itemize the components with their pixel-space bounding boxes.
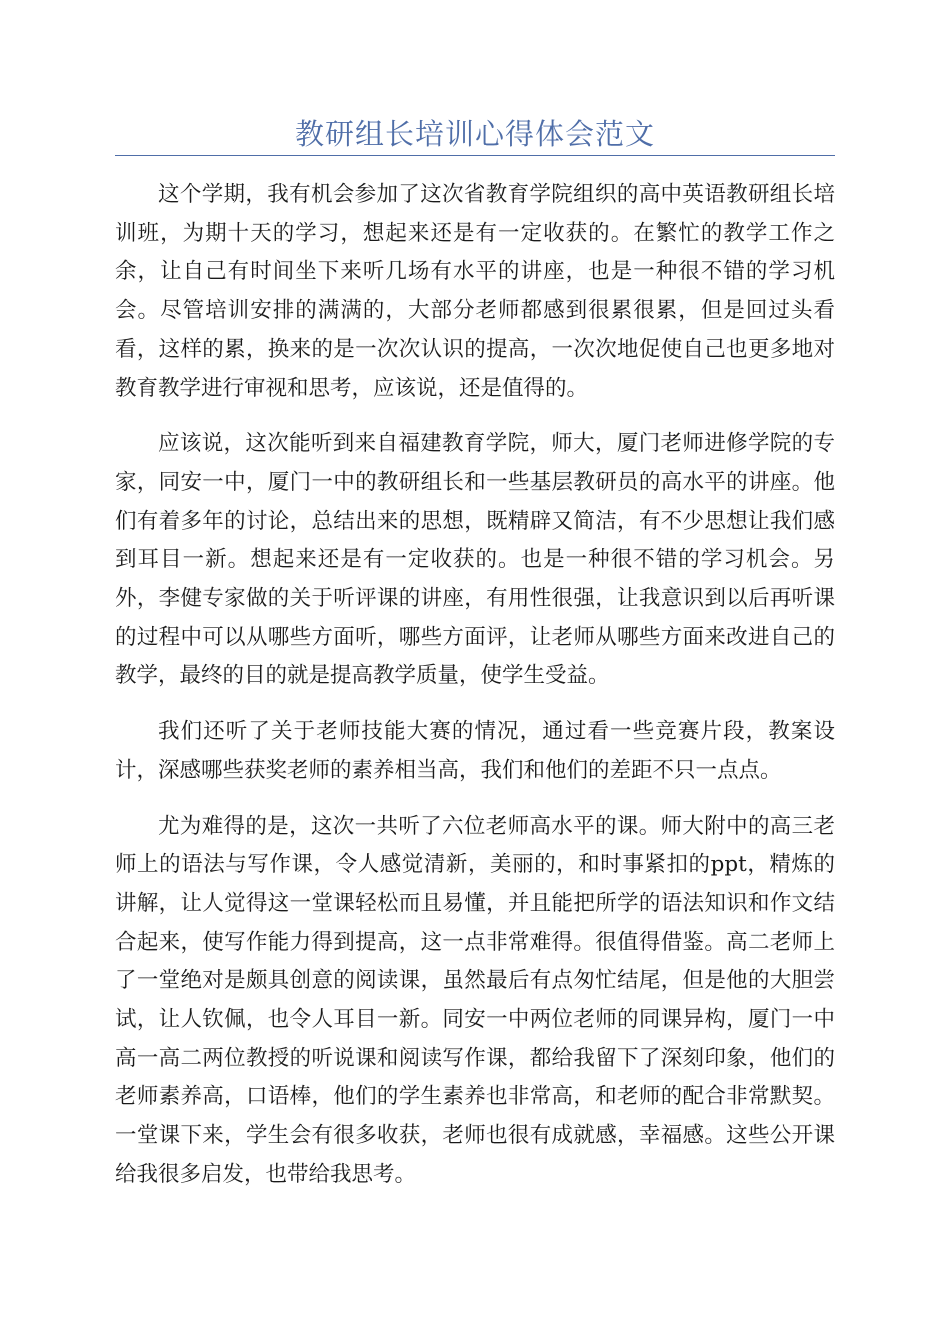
paragraph-4: 尤为难得的是，这次一共听了六位老师高水平的课。师大附中的高三老师上的语法与写作课，令人感觉清新，美丽的，和时事紧扣的ppt，精炼的讲解，让人觉得这一堂课轻松而且易懂，并且能把所学的语法知识和作文结合起来，使写作能力得到提高，这一点非常难得。很值得借鉴。高二老师上了一堂绝对是颇具创意的阅读课，虽然最后有点匆忙结尾，但是他的大胆尝试，让人钦佩，也令人耳目一新。同安一中两位老师的同课异构，厦门一中高一高二两位教授的听说课和阅读写作课，都给我留下了深刻印象，他们的老师素养高，口语棒，他们的学生素养也非常高，和老师的配合非常默契。一堂课下来，学生会有很多收获，老师也很有成就感，幸福感。这些公开课给我很多启发，也带给我思考。 <box>115 813 835 1187</box>
document-title: 教研组长培训心得体会范文 <box>294 117 655 151</box>
document-body <box>115 176 835 1212</box>
paragraph-3: 我们还听了关于老师技能大赛的情况，通过看一些竞赛片段，教案设计，深感哪些获奖老师的素养相当高，我们和他们的差距不只一点点。 <box>115 719 835 783</box>
title-underline <box>115 155 835 156</box>
paragraph-2: 应该说，这次能听到来自福建教育学院，师大，厦门老师进修学院的专家，同安一中，厦门一中的教研组长和一些基层教研员的高水平的讲座。他们有着多年的讨论，总结出来的思想，既精辟又简洁，有不少思想让我们感到耳目一新。想起来还是有一定收获的。也是一种很不错的学习机会。另外，李健专家做的关于听评课的讲座，有用性很强，让我意识到以后再听课的过程中可以从哪些方面听，哪些方面评，让老师从哪些方面来改进自己的教学，最终的目的就是提高教学质量，使学生受益。 <box>115 431 835 689</box>
paragraph-1: 这个学期，我有机会参加了这次省教育学院组织的高中英语教研组长培训班，为期十天的学习，想起来还是有一定收获的。在繁忙的教学工作之余，让自己有时间坐下来听几场有水平的讲座，也是一种很不错的学习机会。尽管培训安排的满满的，大部分老师都感到很累很累，但是回过头看看，这样的累，换来的是一次次认识的提高，一次次地促使自己也更多地对教育教学进行审视和思考，应该说，还是值得的。 <box>115 182 835 401</box>
